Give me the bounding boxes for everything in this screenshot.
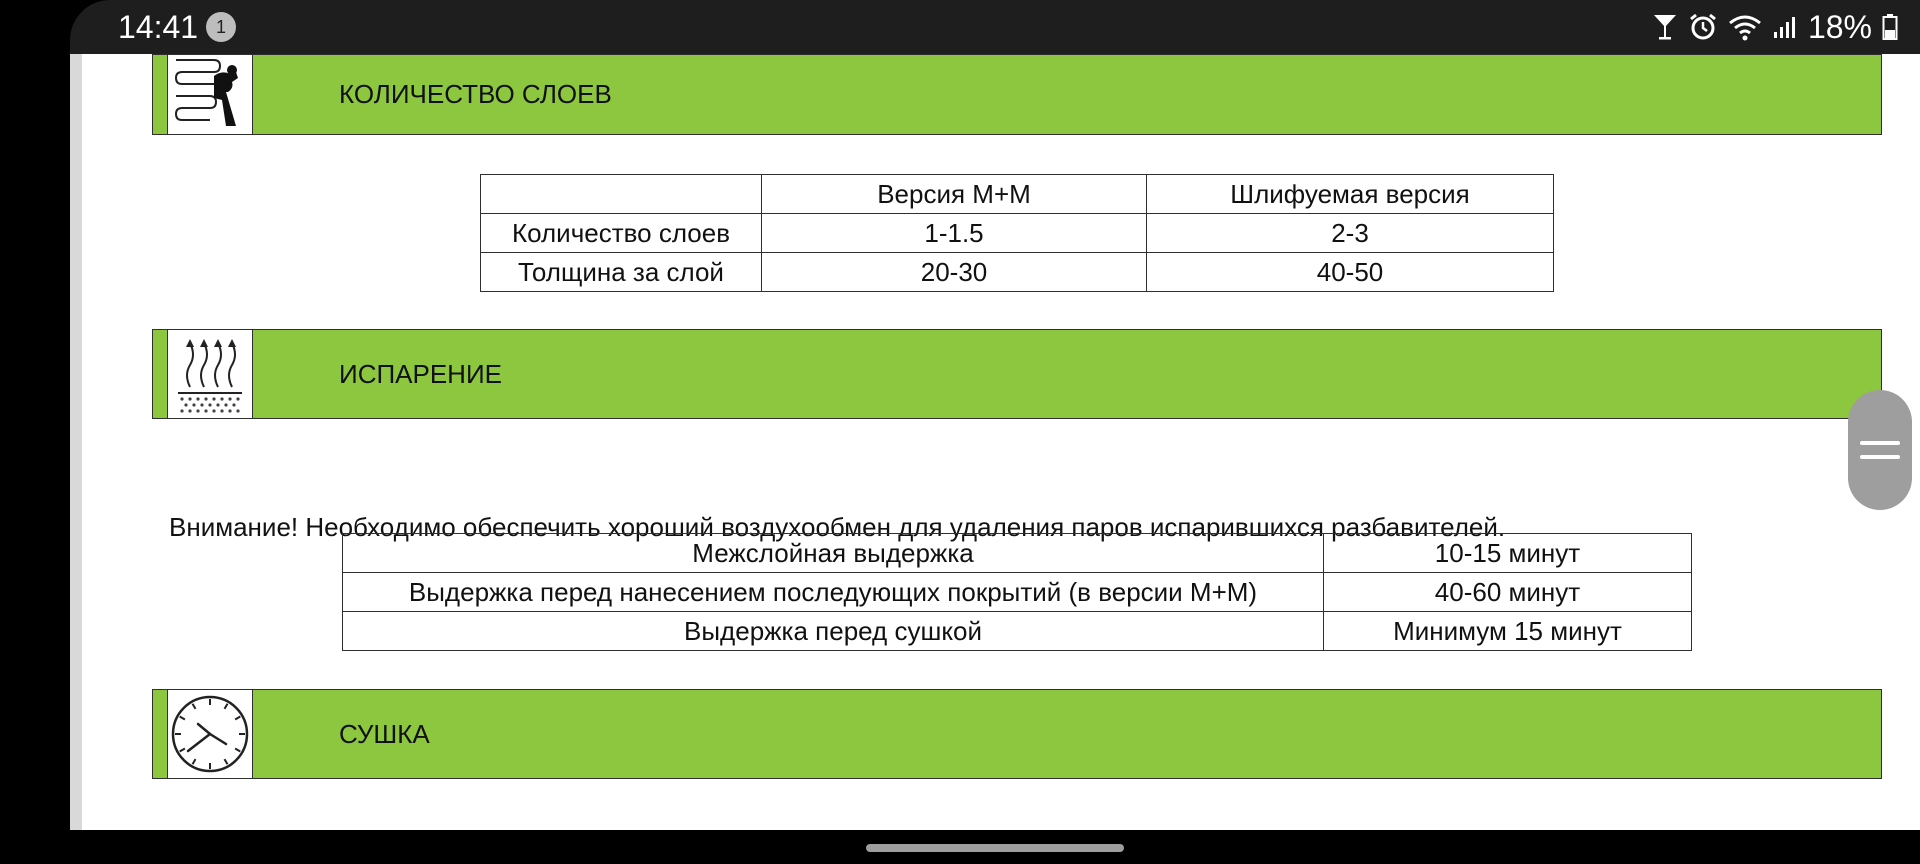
table-row [481,175,1554,214]
drawer-handle[interactable] [1848,390,1912,510]
spray-gun-icon [167,55,253,134]
wifi-icon [1728,12,1762,42]
battery-percent: 18% [1807,9,1872,45]
evaporation-warning-text: Внимание! Необходимо обеспечить хороший воздухообмен для удаления паров испарившихся разбавителей. [169,512,1506,542]
alarm-icon [1688,12,1718,42]
table-cell: Минимум 15 минут [1324,612,1692,651]
evaporation-icon [167,330,253,418]
table-cell: 2-3 [1147,214,1554,253]
table-cell: 20-30 [762,253,1147,292]
document-page [70,54,1920,830]
page-edge [70,54,82,830]
cocktail-icon [1652,12,1678,42]
table-cell: Толщина за слой [481,253,762,292]
table-row [481,214,1554,253]
table-cell: 40-60 минут [1324,573,1692,612]
table-header: Шлифуемая версия [1147,175,1554,214]
section-title-layers: КОЛИЧЕСТВО СЛОЕВ [339,79,612,109]
table-row [481,253,1554,292]
clock-icon [167,690,253,778]
table-cell: 10-15 минут [1324,534,1692,573]
section-header-layers [152,54,1882,135]
notification-count-badge: 1 [206,12,236,42]
table-cell: Выдержка перед нанесением последующих покрытий (в версии M+M) [343,573,1324,612]
layers-table [480,174,1554,292]
table-cell: 40-50 [1147,253,1554,292]
section-title-evaporation: ИСПАРЕНИЕ [339,358,502,389]
table-row [343,612,1692,651]
home-gesture-bar[interactable] [866,844,1124,852]
status-bar [70,0,1920,54]
table-cell [481,175,762,214]
table-header: Версия M+M [762,175,1147,214]
table-cell: Выдержка перед сушкой [343,612,1324,651]
section-header-drying [152,689,1882,779]
handle-line [1860,455,1900,459]
table-cell: Количество слоев [481,214,762,253]
table-cell: 1-1.5 [762,214,1147,253]
status-time: 14:41 [118,9,199,45]
handle-line [1860,441,1900,445]
table-cell: Межслойная выдержка [343,534,1324,573]
battery-icon [1882,12,1898,42]
evaporation-table [342,533,1692,651]
section-header-evaporation [152,329,1882,419]
section-title-drying: СУШКА [339,718,430,749]
signal-icon [1772,12,1798,42]
table-row [343,534,1692,573]
table-row [343,573,1692,612]
navigation-bar [0,830,1920,864]
